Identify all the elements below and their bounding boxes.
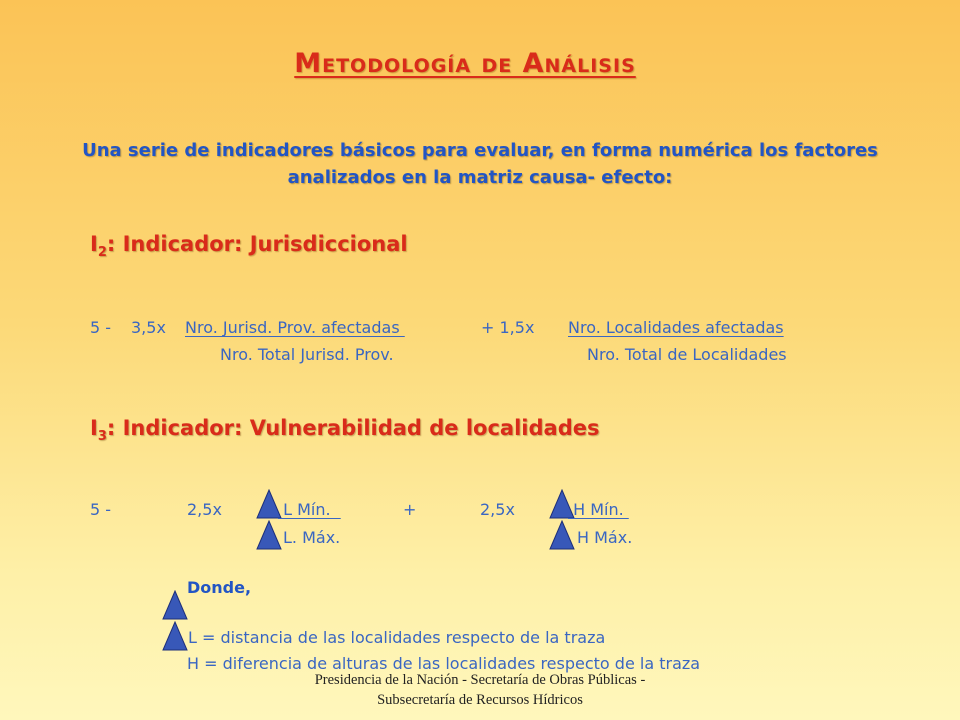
- i2-denominator-1: Nro. Total Jurisd. Prov.: [220, 345, 394, 364]
- i3-coef2: 2,5x: [480, 500, 515, 519]
- i3-denominator-2: H Máx.: [577, 528, 633, 547]
- i2-numerator-2: Nro. Localidades afectadas: [568, 318, 784, 337]
- delta-triangle-icon: [256, 520, 282, 550]
- delta-triangle-icon: [162, 590, 188, 620]
- i3-plus: +: [403, 500, 417, 519]
- footer-text: Presidencia de la Nación - Secretaría de Obras Públicas - Subsecretaría de Recursos Hídricos: [314, 672, 646, 708]
- definition-h: H = diferencia de alturas de las localidades respecto de la traza: [187, 654, 701, 673]
- i3-numerator-1: L Mín.: [278, 500, 341, 519]
- indicator-letter: I: [90, 416, 98, 440]
- indicator-jurisdiccional-heading: [90, 232, 408, 260]
- indicator-index: 2: [97, 245, 107, 261]
- delta-triangle-icon: [162, 621, 188, 651]
- page-title: Metodología de Análisis: [294, 48, 636, 79]
- i3-coef1: 2,5x: [187, 500, 222, 519]
- definition-l: L = distancia de las localidades respecto de la traza: [188, 628, 606, 647]
- i2-prefix: 5 -: [90, 318, 112, 337]
- donde-label: Donde,: [187, 578, 252, 597]
- indicator-title: : Indicador: Jurisdiccional: [106, 232, 408, 256]
- i2-numerator-1: Nro. Jurisd. Prov. afectadas: [185, 318, 405, 337]
- i3-prefix: 5 -: [90, 500, 112, 519]
- indicator-letter: I: [90, 232, 98, 256]
- i2-coef2: + 1,5x: [481, 318, 535, 337]
- i3-denominator-1: L. Máx.: [283, 528, 341, 547]
- i2-coef1: 3,5x: [131, 318, 166, 337]
- indicator-index: 3: [97, 429, 107, 445]
- i3-numerator-2: H Mín.: [568, 500, 629, 519]
- delta-triangle-icon: [549, 520, 575, 550]
- indicator-vulnerabilidad-heading: [90, 416, 599, 444]
- indicator-title: : Indicador: Vulnerabilidad de localidades: [106, 416, 600, 440]
- subtitle: Una serie de indicadores básicos para evaluar, en forma numérica los factores analizados en la matriz causa- efecto:: [82, 140, 878, 188]
- i2-denominator-2: Nro. Total de Localidades: [587, 345, 787, 364]
